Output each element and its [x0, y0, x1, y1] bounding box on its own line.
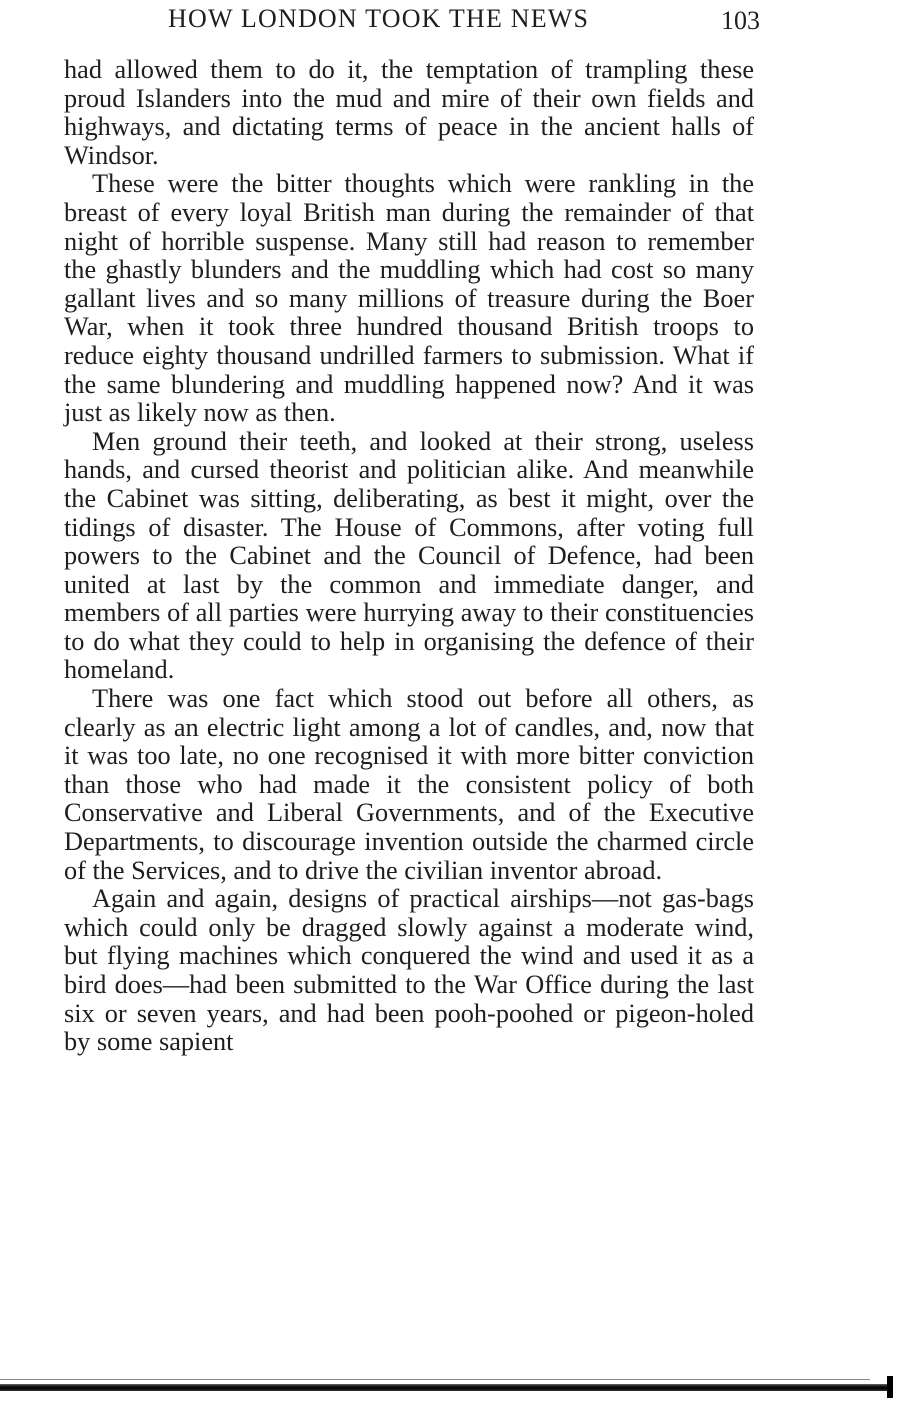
body-text	[64, 56, 754, 1057]
page-number: 103	[721, 6, 760, 35]
paragraph-2: These were the bitter thoughts which were rankling in the breast of every loyal British man during the remainder of that night of horrible suspense. Many still had reason to remember the ghastly blunders and the muddling which had cost so many gallant lives and so many millions of treasure during the Boer War, when it took three hundred thousand British troops to reduce eighty thousand undrilled farmers to submission. What if the same blundering and muddling happened now? And it was just as likely now as then.	[64, 169, 754, 428]
bottom-rule-tail	[887, 1376, 893, 1398]
bottom-rule	[0, 1376, 893, 1400]
paragraph-3: Men ground their teeth, and looked at their strong, useless hands, and cursed theorist and politician alike. And meanwhile the Cabinet was sitting, deliberating, as best it might, over the tidings of disaster. The House of Commons, after voting full powers to the Cabinet and the Council of Defence, had been united at last by the common and immediate danger, and members of all parties were hurrying away to their constituencies to do what they could to help in organising the defence of their homeland.	[64, 426, 754, 685]
bottom-rule-line	[0, 1384, 890, 1391]
running-title: HOW LONDON TOOK THE NEWS	[168, 4, 590, 33]
running-head	[60, 4, 760, 38]
bottom-rule-hairline	[0, 1379, 870, 1380]
paragraph-1: had allowed them to do it, the temptation of trampling these proud Islanders into the mud and mire of their own fields and highways, and dictating terms of peace in the ancient halls of Windsor.	[64, 55, 754, 170]
paragraph-4: There was one fact which stood out before all others, as clearly as an electric light among a lot of candles, and, now that it was too late, no one recognised it with more bitter conviction than those who had made it the consistent policy of both Conservative and Liberal Governments, and of the Executive Departments, to discourage invention outside the charmed circle of the Services, and to drive the civilian inventor abroad.	[64, 684, 754, 885]
paragraph-5: Again and again, designs of practical airships—not gas-bags which could only be dragged slowly against a moderate wind, but flying machines which conquered the wind and used it as a bird does—had been submitted to the War Office during the last six or seven years, and had been pooh-poohed or pigeon-holed by some sapient	[64, 884, 754, 1057]
